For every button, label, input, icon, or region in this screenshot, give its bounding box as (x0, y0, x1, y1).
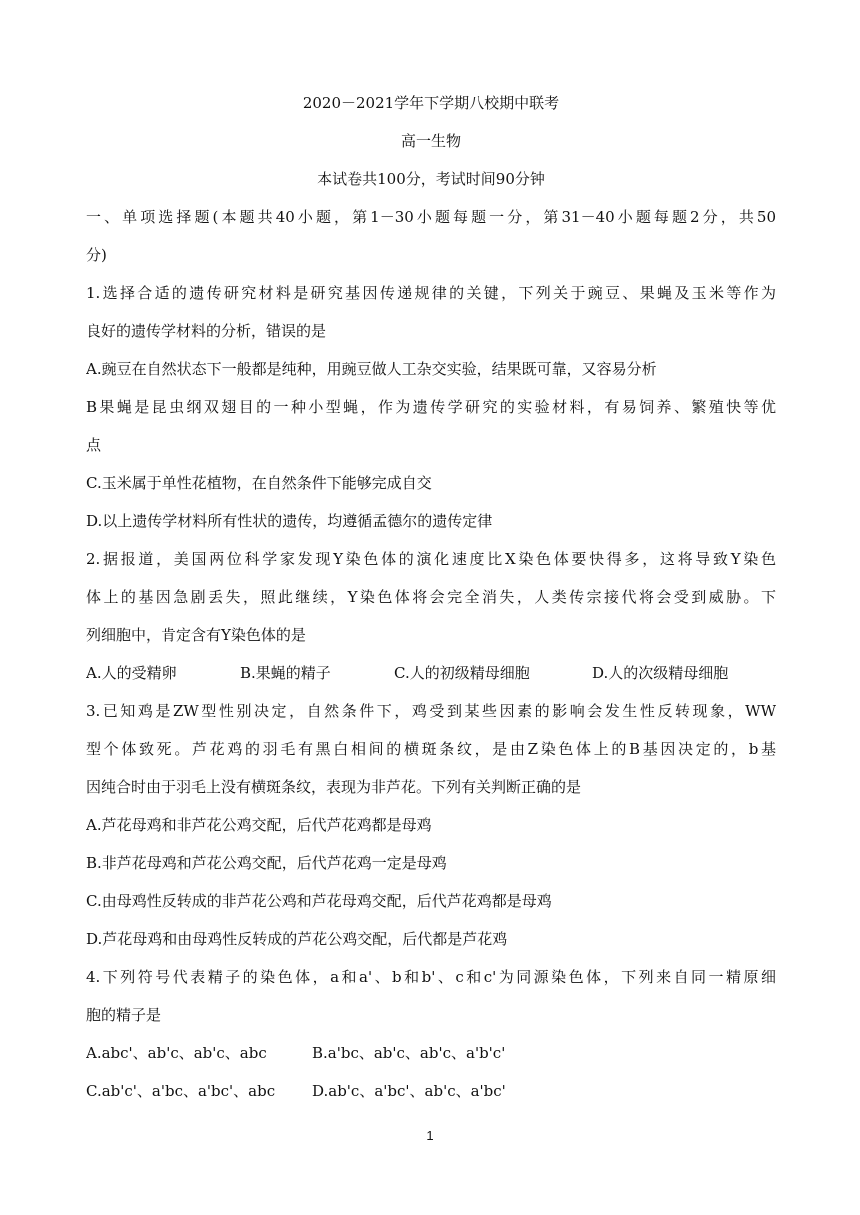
option-d: D.芦花母鸡和由母鸡性反转成的芦花公鸡交配，后代都是芦花鸡 (86, 930, 508, 948)
option-c: C.人的初级精母细胞 (394, 664, 530, 682)
question-stem: 良好的遗传学材料的分析，错误的是 (86, 322, 327, 340)
option-b: B.果蝇的精子 (240, 664, 331, 682)
section-heading-cont: 分) (86, 246, 107, 264)
option-c: C.ab'c'、a'bc、a'bc'、abc (86, 1082, 276, 1100)
exam-info: 本试卷共100分，考试时间90分钟 (317, 170, 545, 188)
question-stem: 体上的基因急剧丢失，照此继续，Y染色体将会完全消失，人类传宗接代将会受到威胁。下 (86, 588, 776, 606)
question-stem: 胞的精子是 (86, 1006, 162, 1024)
section-heading: 一、单项选择题(本题共40小题，第1－30小题每题一分，第31－40小题每题2分，共50 (86, 208, 776, 226)
question-1 (86, 274, 776, 540)
option-b: B.a'bc、ab'c、ab'c、a'b'c' (312, 1044, 506, 1062)
question-stem: 3.已知鸡是ZW型性别决定，自然条件下，鸡受到某些因素的影响会发生性反转现象，WW (86, 702, 776, 720)
question-2 (86, 540, 776, 692)
question-stem: 型个体致死。芦花鸡的羽毛有黑白相间的横斑条纹，是由Z染色体上的B基因决定的，b基 (86, 740, 776, 758)
question-3 (86, 692, 776, 958)
options-row (86, 654, 776, 692)
option-d: D.人的次级精母细胞 (592, 664, 729, 682)
options-row (86, 1034, 776, 1072)
question-stem: 因纯合时由于羽毛上没有横斑条纹，表现为非芦花。下列有关判断正确的是 (86, 778, 582, 796)
option-b: B果蝇是昆虫纲双翅目的一种小型蝇，作为遗传学研究的实验材料，有易饲养、繁殖快等优 (86, 398, 776, 416)
option-a: A.芦花母鸡和非芦花公鸡交配，后代芦花鸡都是母鸡 (86, 816, 432, 834)
question-stem: 列细胞中，肯定含有Y染色体的是 (86, 626, 306, 644)
option-c: C.由母鸡性反转成的非芦花公鸡和芦花母鸡交配，后代芦花鸡都是母鸡 (86, 892, 552, 910)
exam-title: 2020－2021学年下学期八校期中联考 (302, 94, 560, 112)
option-b-cont: 点 (86, 436, 102, 454)
option-c: C.玉米属于单性花植物，在自然条件下能够完成自交 (86, 474, 432, 492)
page-number: 1 (426, 1128, 434, 1143)
question-stem: 4.下列符号代表精子的染色体，a和a'、b和b'、c和c'为同源染色体，下列来自同一精原细 (86, 968, 776, 986)
option-d: D.以上遗传学材料所有性状的遗传，均遵循孟德尔的遗传定律 (86, 512, 493, 530)
option-b: B.非芦花母鸡和芦花公鸡交配，后代芦花鸡一定是母鸡 (86, 854, 447, 872)
question-stem: 1.选择合适的遗传研究材料是研究基因传递规律的关键，下列关于豌豆、果蝇及玉米等作为 (86, 284, 776, 302)
question-4 (86, 958, 776, 1110)
option-d: D.ab'c、a'bc'、ab'c、a'bc' (312, 1082, 506, 1100)
option-a: A.abc'、ab'c、ab'c、abc (86, 1044, 267, 1062)
question-stem: 2.据报道，美国两位科学家发现Y染色体的演化速度比X染色体要快得多，这将导致Y染色 (86, 550, 776, 568)
options-row (86, 1072, 776, 1110)
option-a: A.豌豆在自然状态下一般都是纯种，用豌豆做人工杂交实验，结果既可靠，又容易分析 (86, 360, 657, 378)
subject-title: 高一生物 (400, 132, 461, 150)
exam-page (86, 84, 776, 1110)
option-a: A.人的受精卵 (86, 664, 177, 682)
